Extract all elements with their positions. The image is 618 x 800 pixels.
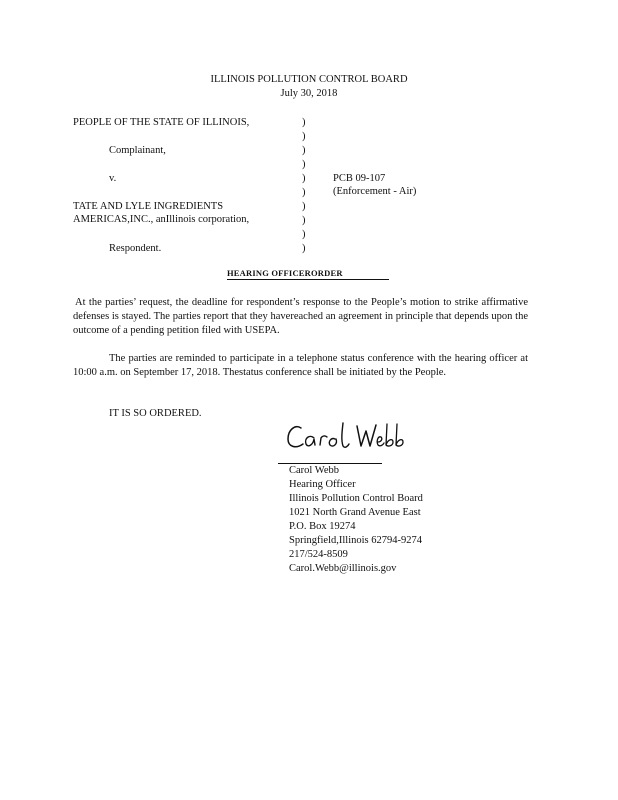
signer-name: Carol Webb xyxy=(289,465,339,476)
paren: ) xyxy=(302,131,306,142)
order-date: July 30, 2018 xyxy=(280,88,338,99)
respondent-description: AMERICAS,INC., anIllinois corporation, xyxy=(73,214,250,225)
signer-street: 1021 North Grand Avenue East xyxy=(289,507,421,518)
signer-email[interactable]: Carol.Webb@illinois.gov xyxy=(289,563,397,574)
paren: ) xyxy=(302,159,306,170)
respondent-label: Respondent. xyxy=(109,243,162,254)
paren: ) xyxy=(302,243,306,254)
closing-statement: IT IS SO ORDERED. xyxy=(109,408,202,419)
signer-phone: 217/524-8509 xyxy=(289,549,348,560)
signer-organization: Illinois Pollution Control Board xyxy=(289,493,423,504)
signer-po-box: P.O. Box 19274 xyxy=(289,521,356,532)
paren: ) xyxy=(302,187,306,198)
case-number: PCB 09-107 xyxy=(333,173,386,184)
versus-label: v. xyxy=(109,173,117,184)
order-title: HEARING OFFICERORDER xyxy=(227,268,389,280)
complainant-name: PEOPLE OF THE STATE OF ILLINOIS, xyxy=(73,117,250,128)
signer-city: Springfield,Illinois 62794-9274 xyxy=(289,535,422,546)
paren: ) xyxy=(302,173,306,184)
paragraph-1: At the parties’ request, the deadline for respondent’s response to the People’s motion to strike affirmative defenses is stayed. The parties report that they havereached an agreement in principle that depends upon the outcome of a pending petition filed with USEPA. xyxy=(73,297,528,336)
paragraph-2: The parties are reminded to participate in a telephone status conference with the hearing officer at 10:00 a.m. on September 17, 2018. Thestatus conference shall be initiated by the People. xyxy=(73,353,528,378)
paren: ) xyxy=(302,117,306,128)
complainant-label: Complainant, xyxy=(109,145,166,156)
signer-title: Hearing Officer xyxy=(289,479,356,490)
paren: ) xyxy=(302,215,306,226)
signature-block xyxy=(289,464,423,576)
paren: ) xyxy=(302,201,306,212)
board-name: ILLINOIS POLLUTION CONTROL BOARD xyxy=(210,74,408,85)
handwritten-signature xyxy=(285,418,415,454)
respondent-name: TATE AND LYLE INGREDIENTS xyxy=(73,201,224,212)
paren: ) xyxy=(302,229,306,240)
caption-parentheses xyxy=(302,116,310,256)
paren: ) xyxy=(302,145,306,156)
case-type: (Enforcement - Air) xyxy=(333,186,417,197)
